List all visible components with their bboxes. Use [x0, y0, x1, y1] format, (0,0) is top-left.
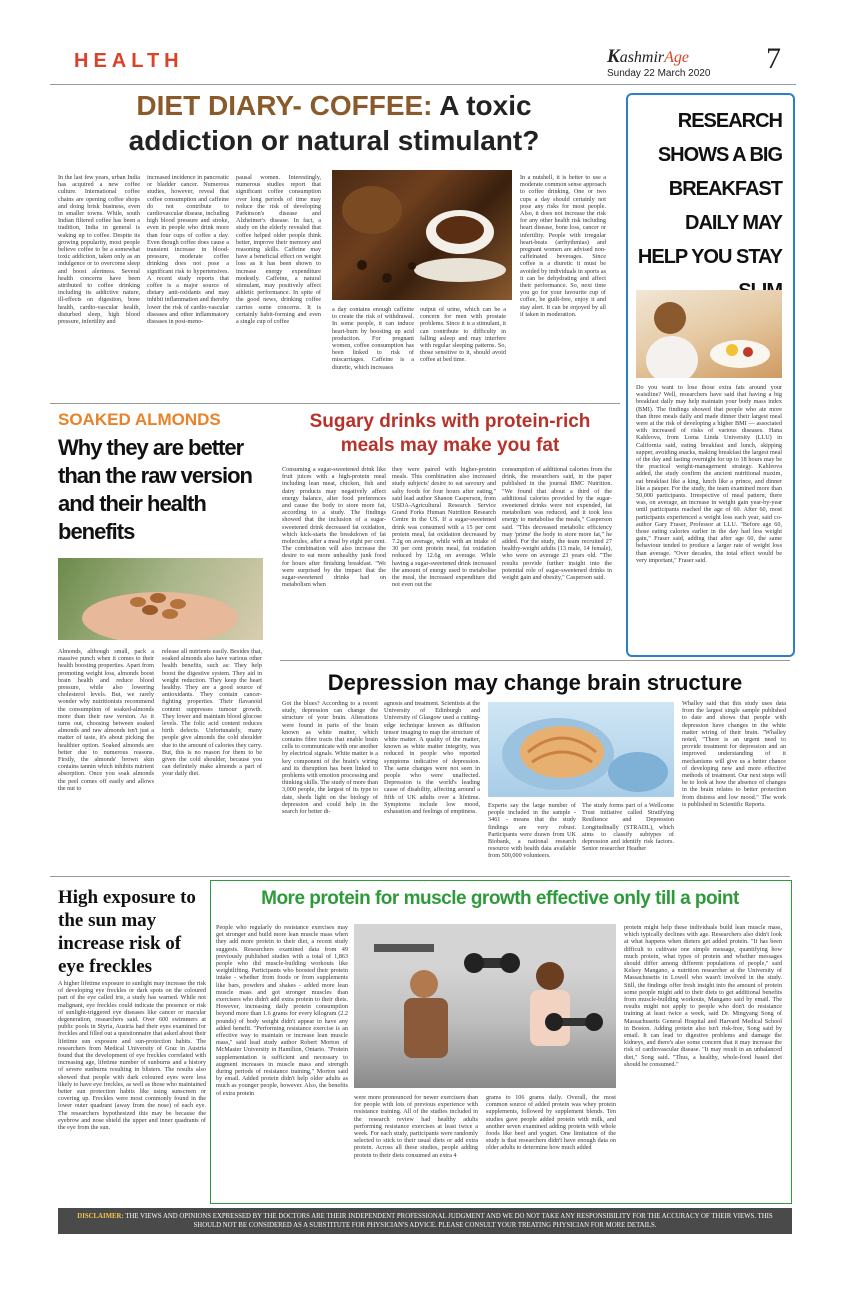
coffee-col-2: increased incidence in pancreatic or bladder cancer. Numerous studies, however, reveal that coffee consumption and caffeine do not contribute to cardiovascular disease, including high blood pressure and stroke, even in people who drink more than four cups of coffee a day. Even though coffee does cause a transient increase in blood-pressure, moderate coffee drinking does not pose a significant risk to hypertensives. A recent study reports that coffee is a major source of dietary anti-oxidants and may inhibit inflammation and thereby lower the risk of cardio-vascular diseases and other inflammatory diseases in post-meno-: [147, 174, 229, 326]
breakfast-photo: [636, 290, 782, 378]
almonds-headline: Why they are better than the raw version and their health benefits: [58, 435, 252, 544]
almonds-hands-graphic: [58, 558, 263, 640]
sugary-col-2: they were paired with higher-protein meals. This combination also increased study subjects' desire to eat savoury and salty foods for four hours after eating," said lead author Shanon Casperson, from USDA-Agricultural Research Service Grand Forks Human Nutrition Research Centre in the US. If a sugar-sweetened drink was consumed with a 15 per cent protein meal, fat oxidation decreased by 7.2g on average, while with an intake of 30 per cent protein meal, fat oxidation reduced by 12.6g on average. While having a sugar-sweetened drink increased the amount of energy used to metabolise the meal, the increased expenditure did not even out the: [392, 466, 496, 589]
brain-scan-photo: [488, 702, 674, 797]
protein-col-3: grams to 106 grams daily. Overall, the most common source of added protein was whey protein supplements, followed by supplement blends. Ten studies gave people added protein with milk, and another seven examined adding protein with whole foods like beef and yogurt. One limitation of the study is that researchers didn't have enough data on older adults to determine how much added: [486, 1094, 616, 1152]
depression-headline: Depression may change brain structure: [327, 670, 743, 695]
brain-graphic: [488, 702, 674, 797]
freckles-headline: High exposure to the sun may increase risk of eye freckles: [58, 887, 196, 977]
coffee-cup-graphic: [332, 170, 512, 300]
coffee-col-3: pausal women. Interestingly, numerous studies report that significant coffee consumption over long periods of time may reduce the risk of developing Parkinson's disease and Alzheimer's disease. In fact, a study on the elderly revealed that coffee helped older people think better, improve their memory and reasoning skills. Caffeine may have a beneficial effect on weight loss as it has been shown to increase energy expenditure modestly. Caffeine, a natural stimulant, may positively affect athletic performance. In spite of the good news, drinking coffee carries some concerns. It is certainly habit-forming and even a single cup of coffee: [236, 174, 321, 326]
breakfast-headline: RESEARCH SHOWS A BIG BREAKFAST DAILY MAY HELP YOU STAY: [637, 110, 782, 268]
depression-col-5: Whalley said that this study uses data from the largest single sample published to date and shows that people with depression have changes in the white matter wiring of their brain. "Whalley noted, "There is an urgent need to provide treatment for depression and an improved understanding of it mechanisms will give us a better chance of developing new and more effective methods of treatment. Our next steps will be to look at how the absence of changes in the brain relates to better protection from distress and low mood." The work is published in Scientific Reports.: [682, 700, 786, 808]
header-rule: [50, 84, 796, 85]
coffee-headline: [50, 88, 618, 158]
almonds-col-2: release all nutrients easily. Besides that, soaked almonds also have various other health benefits, such as: They help boost the digestive system. They aid in weight reduction. They keep the heart healthy. They are a good source of antioxidants. They contain cancer-fighting properties. Their flavanoid content suppresses tumour growth. They lower and maintain blood glucose levels. The folic acid content reduces birth defects. Unfortunately, many people give almonds the cold shoulder due to the amount of calories they carry. But, this is no reason for them to be given the cold shoulder, because you can definitely make almonds a part of your daily diet.: [162, 648, 262, 778]
row2-divider: [280, 660, 790, 661]
protein-col-4: protein might help these individuals build lean muscle mass, which typically declines with age. Researchers also didn't look at what happens when dieters get added protein. "It has been difficult to cultivate one simple message, quantifying how much protein, what types of protein and whether messages should differ among different populations of people," said Kelsey Mangano, a nutrition researcher at the University of Massachusetts in Lowell who wasn't involved in the study. Still, the findings offer fresh insight into the amount of protein some people might add to their diets to get additional benefits from muscle-building workouts, Mangano said by email. The results might not apply to people who don't do resistance training at least twice a week, said Dr. Mingyang Song of Massachusetts General Hospital and Harvard Medical School in Boston. Adding protein also isn't risk-free, Song said by email. It can lead to digestive problems and damage the kidneys, and there's also some concern that it may increase the risk of cardiovascular disease. "It may result in an unbalanced diet," Song said. "Thus, a healthy, whole-food based diet should be consumed.": [624, 924, 782, 1068]
coffee-col-4: a day contains enough caffeine to create the risk of withdrawal. In some people, it can induce heart-burn by boosting up acid production. For pregnant women, coffee consumption has been linked to risk of miscarriages. Caffeine is a diuretic, which increases: [332, 306, 414, 371]
freckles-body: A higher lifetime exposure to sunlight may increase the risk of developing eye freckles or dark spots on the coloured part of the eye called iris, a study has warned. While not malignant, eye freckles could indicate the presence or risk of sunlight-triggered eye diseases like cancer or macular degeneration, researchers said. Over 600 swimmers at public pools in Styria, Austria had their eyes examined for freckles and filled out a questionnaire that asked about their lifetime sun exposure and sun-protection habits. The researchers from Medical University of Graz in Austria found that the development of eye freckles correlated with increasing age, lifetime number of sunburns and a history of severe sunburns resulting in blisters. The results also showed that people with dark coloured eyes were less likely to have eye freckles, as well as those who maintained better sun protection habits like using sunscreen or covering up. Freckles were most commonly found in the lower outer quadrant (away from the nose) of each eye. The researchers hypothesized this may be because the eyebrow and nose shield the upper and inner quadrants of the eye from the sun.: [58, 980, 206, 1132]
sugary-col-1: Consuming a sugar-sweetened drink like fruit juices with a high-protein meal including lean meat, chicken, fish and dairy products may negatively affect energy balance, alter food preferences and cause the body to store more fat, according to a study. The findings showed that the inclusion of a sugar-sweetened drink decreased fat oxidation, which kick-starts the breakdown of fat molecules, after a meal by eight per cent. The combination will also increase the desire to eat more unhealthy junk food for hours after finishing breakfast. "We were surprised by the impact that the sugar-sweetened drinks had on metabolism when: [282, 466, 386, 589]
row1-divider: [50, 403, 620, 404]
logo-age: Age: [664, 49, 690, 66]
breakfast-body: Do you want to lose those extra fats around your waistline? Well, researchers have said that having a big breakfast daily may help maintain your body mass index (BMI). The findings showed that people who ate more than three meals daily and made dinner their largest meal were at the risk of developing a higher BMI — associated with increased of risks of various diseases. Hana Kahleova, from Loma Linda University (LLU) in California said, eating breakfast and lunch, skipping supper, avoiding snacks, making breakfast the largest meal of the day and fasting overnight for up to 18 hours may be the practical weight-management strategy. Kahleova added, the study confirm the ancient nutritional maxim, eat breakfast like a king, lunch like a prince, and dinner like a pauper. For the study, the team examined more than 50,000 participants. Irrespective of meal pattern, there was, on average, an increase in weight gain year-by-year until participants reached the age of 60. After 60, most participants experienced a weight loss each year, said co-author Gary Fraser, Professor at LLU. "Before age 60, those eating calories earlier in the day had less weight gain," Fraser said, adding that after age 60, the same behaviour tended to produce a larger rate of weight loss than average. "Over decades, the total effect would be very important," Fraser said.: [636, 384, 782, 564]
coffee-col-6: In a nutshell, it is better to use a moderate common sense approach to coffee drinking. One or two cups a day should certainly not pose any risks for most people. Also, it does not increase the risk for any other health risk including heart disease, bone loss, cancer or infertility. People with irregular heart-beats (arrhythmias) and pregnant women are advised non-caffeinated beverages. Since coffee is a diuretic it must be avoided by individuals in sports as it can be dehydrating and affect their performance. So, next time you go for your favourite cup of coffee, be guilt-free, enjoy it and stay alert. It can be enjoyed by all if taken in moderation.: [520, 174, 606, 318]
almonds-photo: [58, 558, 263, 640]
sugary-col-3: consumption of additional calories from the drink, the researchers said, in the paper published in the journal BMC Nutrition. "We found that about a third of the additional calories provided by the sugar-sweetened drinks were not expended, fat metabolism was reduced, and it took less energy to metabolise the meals," Casperson said. "This decreased metabolic efficiency may 'prime' the body to store more fat," he added. For the study, the team recruited 27 healthy-weight adults (13 male, 14 female), who were on average 23 years old. "The results provide further insight into the potential role of sugar-sweetened drinks in weight gain and obesity," Casperson said.: [502, 466, 612, 582]
coffee-headline-accent: DIET DIARY- COFFEE:: [136, 90, 433, 121]
row3-divider: [50, 876, 790, 877]
disclaimer-bar: [58, 1208, 792, 1234]
depression-col-4: The study forms part of a Wellcome Trust initiative called Stratifying Resilience and Depression Longitudinally (STRADL), which aims to classify subtypes of depression and identify risk factors. Senior researcher Heather: [582, 802, 674, 853]
coffee-beans-photo: [332, 170, 512, 300]
masthead-logo: [607, 46, 689, 68]
disclaimer-label: DISCLAIMER:: [77, 1213, 124, 1220]
sugary-headline: Sugary drinks with protein-rich meals may make you fat: [309, 411, 591, 456]
breakfast-woman-graphic: [636, 290, 782, 378]
coffee-headline-part3: addiction or natural stimulant?: [128, 125, 540, 156]
logo-k: K: [607, 46, 620, 67]
section-title: HEALTH: [74, 50, 184, 72]
protein-col-2: were more pronounced for newer exercisers than for people with lots of previous experience with resistance training. All of the studies included in the research review had healthy adults performing resistance exercises at least twice a week. For each study, participants were randomly selected to stick to their usual diets or add extra protein. Across all these studies, people adding protein to their diets consumed an extra 4: [354, 1094, 478, 1159]
gym-couple-graphic: [354, 924, 616, 1088]
issue-date: Sunday 22 March 2020: [607, 68, 711, 79]
page-number: 7: [766, 42, 781, 75]
gym-workout-photo: [354, 924, 616, 1088]
protein-col-1: People who regularly do resistance exercises may get stronger and build more lean muscle mass when they add more protein to their diet, a recent study suggests. Researchers examined data from 49 previously published studies with a total of 1,863 people who did muscle-building workouts like weightlifting. Participants who boosted their protein intake - whether from foods or from supplements like bars, powders and shakes - added more lean muscle mass and got stronger muscles than exercisers who didn't add extra protein to their diets. However, increasing daily protein consumption beyond more than 1.6 grams for every kilogram (2.2 pounds) of body weight didn't appear to have any added benefit. "Performing resistance exercise is an effective way to maintain or increase lean muscle mass," said lead study author Robert Morton of McMaster University in Hamilton, Ontario. "Protein supplementation is sufficient and necessary to augment increases in muscle mass and strength during periods of resistance training," Morton said by email. Added protein didn't help older adults as much as younger people, however. Also, the benefits of extra protein: [216, 924, 348, 1097]
depression-col-1: Got the blues? According to a recent study, depression can change the structure of your brain. Alterations were found in parts of the brain known as white matter, which contains fibre tracts that enable brain cells to communicate with one another by electrical signals. White matter is a key component of the brain's wiring and its disruption has been linked to problems with emotion processing and thinking skills. The study of more than 3,000 people, the largest of its type to date, sheds light on the biology of depression and could help in the search for better di-: [282, 700, 378, 816]
logo-rest: ashmir: [619, 49, 665, 66]
depression-col-2: agnosis and treatment. Scientists at the University of Edinburgh and University of Glasgow used a cutting-edge technique known as diffusion tensor imaging to map the structure of white matter. A quality of the matter, known as white matter integrity, was reduced in people who reported symptoms indicative of depression. The same changes were not seen in people who were unaffected. Depression is the world's leading cause of disability, affecting around a fifth of UK adults over a lifetime. Symptoms include low mood, exhaustion and feelings of emptiness.: [384, 700, 480, 816]
almonds-col-1: Almonds, although small, pack a massive punch when it comes to their health boosting properties. Apart from promoting weight loss, almonds boost brain health and reduce blood pressure, while also lowering cholesterol levels. But, we rarely wonder why nutritionists recommend the consumption of soaked-almonds more than their raw version. As it turns out, choosing between soaked almonds and raw almonds isn't just a matter of taste, it's about picking the healthier option. Soaked almonds are better due to numerous reasons. Firstly, the almonds' brown skin contains tannin which inhibits nutrient absorption. Once you soak almonds the peel comes off easily and allows the nut to: [58, 648, 154, 792]
depression-col-3: Experts say the large number of people included in the sample - 3461 - means that the study findings are very robust. Participants were drawn from UK Biobank, a national research resource with health data available from 500,000 volunteers.: [488, 802, 576, 860]
protein-headline: More protein for muscle growth effective only till a point: [261, 888, 739, 909]
disclaimer-text: THE VIEWS AND OPINIONS EXPRESSED BY THE DOCTORS ARE THEIR INDEPENDENT PROFESSIONAL JUDGMENT AND WE DO NOT TAKE ANY RESPONSIBILITY FOR THE ACCURACY OF THEIR VIEWS. THIS SHOULD NOT BE CONSIDERED AS A SUBSTITUTE FOR PHYSICIAN'S ADVICE. PLEASE CONSULT YOUR TREATING PHYSICIAN FOR MORE DETAILS.: [123, 1213, 773, 1229]
almonds-kicker: SOAKED ALMONDS: [58, 410, 221, 429]
coffee-col-5: output of urine, which can be a concern for men with prostate problems. Since it is a stimulant, it can contribute to difficulty in falling asleep and may interfere with regular sleeping patterns. So, those sensitive to it, should avoid coffee at bed time.: [420, 306, 506, 364]
coffee-col-1: In the last few years, urban India has acquired a new coffee culture. International coffee chains are opening coffee shops and doing brisk business, even in smaller towns. While, south Indian filtered coffee has been a tradition, India in general is waking up to coffee. Despite its growing popularity, most people believe coffee to be a somewhat toxic addiction, taken only as an indulgence or to overcome sleep and boost alertness. Several health concerns have been attributed to coffee drinking including its addictive nature, ill-effects on digestion, bone health, cardio-vascular health, disturbed sleep, high blood pressure, infertility and: [58, 174, 140, 326]
coffee-headline-part2: A toxic: [432, 90, 532, 121]
